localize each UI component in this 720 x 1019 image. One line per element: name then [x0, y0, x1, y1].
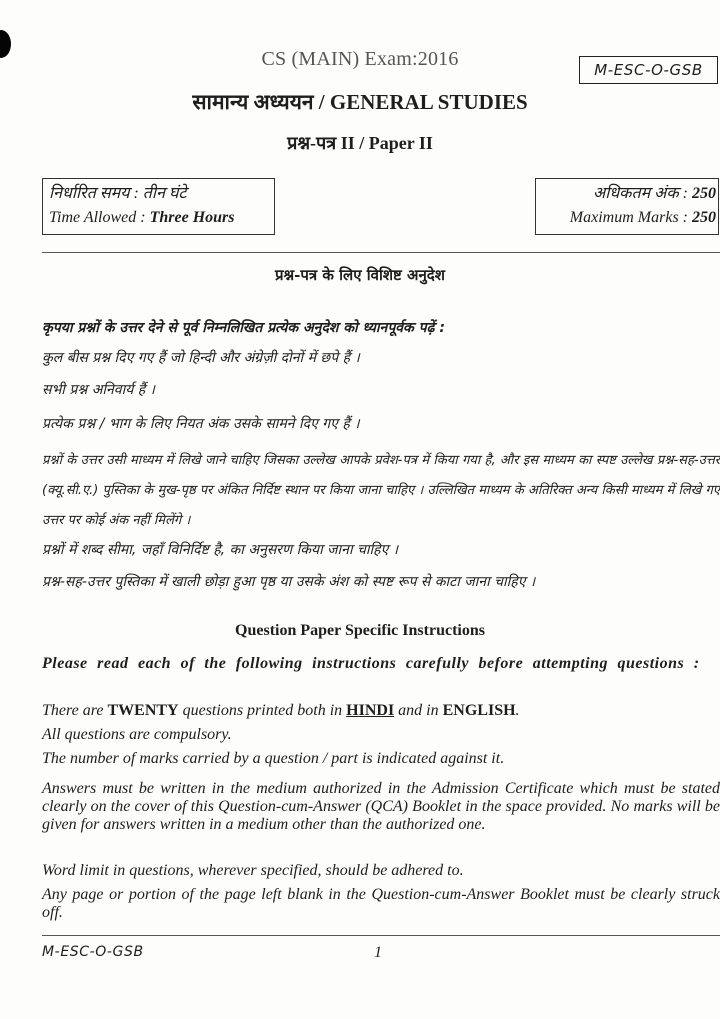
item-text: questions printed both in — [178, 702, 347, 719]
maximum-marks-english-value: 250 — [692, 209, 716, 226]
page-number: 1 — [374, 944, 382, 961]
english-instruction-item: Word limit in questions, wherever specified, should be adhered to. — [42, 862, 464, 879]
english-instructions-heading: Question Paper Specific Instructions — [235, 622, 485, 639]
hindi-instruction-item: प्रत्येक प्रश्न / भाग के लिए नियत अंक उसके सामने दिए गए हैं । — [42, 416, 360, 432]
maximum-marks-hindi — [542, 182, 716, 206]
english-instructions-lead: Please read each of the following instructions carefully before attempting questions : — [42, 655, 700, 672]
maximum-marks-box — [535, 178, 719, 235]
time-allowed-hindi: निर्धारित समय : तीन घंटे — [49, 185, 187, 202]
footer-paper-code: M-ESC-O-GSB — [42, 944, 144, 960]
english-instruction-item — [42, 702, 720, 720]
paper-code-box: M-ESC-O-GSB — [579, 56, 718, 84]
english-instruction-item: The number of marks carried by a question / part is indicated against it. — [42, 750, 505, 767]
hindi-instruction-item: प्रश्नों में शब्द सीमा, जहाँ विनिर्दिष्ट है, का अनुसरण किया जाना चाहिए । — [42, 542, 399, 558]
time-allowed-english — [49, 206, 268, 230]
divider-line-top — [42, 252, 720, 253]
hindi-instructions-lead: कृपया प्रश्नों के उत्तर देने से पूर्व निम्नलिखित प्रत्येक अनुदेश को ध्यानपूर्वक पढ़ें : — [42, 320, 445, 336]
english-instruction-item: Any page or portion of the page left blank in the Question-cum-Answer Booklet must be clearly struck off. — [42, 886, 720, 921]
item-text: There are — [42, 702, 108, 719]
time-allowed-label: Time Allowed : — [49, 209, 150, 226]
item-text: and in — [394, 702, 443, 719]
exam-title: CS (MAIN) Exam:2016 — [261, 48, 459, 70]
item-text: . — [515, 702, 520, 719]
time-allowed-value: Three Hours — [149, 209, 235, 226]
language-hindi: HINDI — [346, 702, 395, 719]
subject-title: सामान्य अध्ययन / GENERAL STUDIES — [192, 90, 528, 114]
hindi-instruction-item: सभी प्रश्न अनिवार्य हैं । — [42, 382, 155, 398]
question-count: TWENTY — [107, 702, 179, 719]
english-instruction-item: Answers must be written in the medium authorized in the Admission Certificate which must be stated clearly on the cover of this Question-cum-Answer (QCA) Booklet in the space provided. No marks will be given for answers written in a medium other than the authorized one. — [42, 780, 720, 833]
hindi-instructions-heading: प्रश्न-पत्र के लिए विशिष्ट अनुदेश — [275, 266, 445, 284]
paper-title: प्रश्न-पत्र II / Paper II — [287, 133, 433, 153]
hindi-instruction-item: प्रश्न-सह-उत्तर पुस्तिका में खाली छोड़ा हुआ पृष्ठ या उसके अंश को स्पष्ट रूप से काटा जाना चाहिए । — [42, 574, 536, 590]
divider-line-bottom — [42, 935, 720, 936]
maximum-marks-english — [542, 206, 716, 230]
english-instruction-item: All questions are compulsory. — [42, 726, 232, 743]
hindi-instruction-item: कुल बीस प्रश्न दिए गए हैं जो हिन्दी और अंग्रेज़ी दोनों में छपे हैं । — [42, 350, 360, 366]
hindi-instruction-item: प्रश्नों के उत्तर उसी माध्यम में लिखे जाने चाहिए जिसका उल्लेख आपके प्रवेश-पत्र में किया गया है, और इस माध्यम का स्पष्ट उल्लेख प्रश्न-सह-उत्तर (क्यू.सी.ए.) पुस्तिका के मुख-पृष्ठ पर अंकित निर्दिष्ट स्थान पर किया जाना चाहिए । उल्लिखित माध्यम के अतिरिक्त अन्य किसी माध्यम में लिखे गए उत्तर पर कोई अंक नहीं मिलेंगे । — [42, 453, 720, 528]
maximum-marks-english-label: Maximum Marks : — [569, 209, 692, 226]
time-allowed-box — [42, 178, 275, 235]
language-english: ENGLISH — [442, 702, 516, 719]
maximum-marks-hindi-label: अधिकतम अंक : — [592, 185, 692, 202]
maximum-marks-hindi-value: 250 — [692, 185, 716, 202]
